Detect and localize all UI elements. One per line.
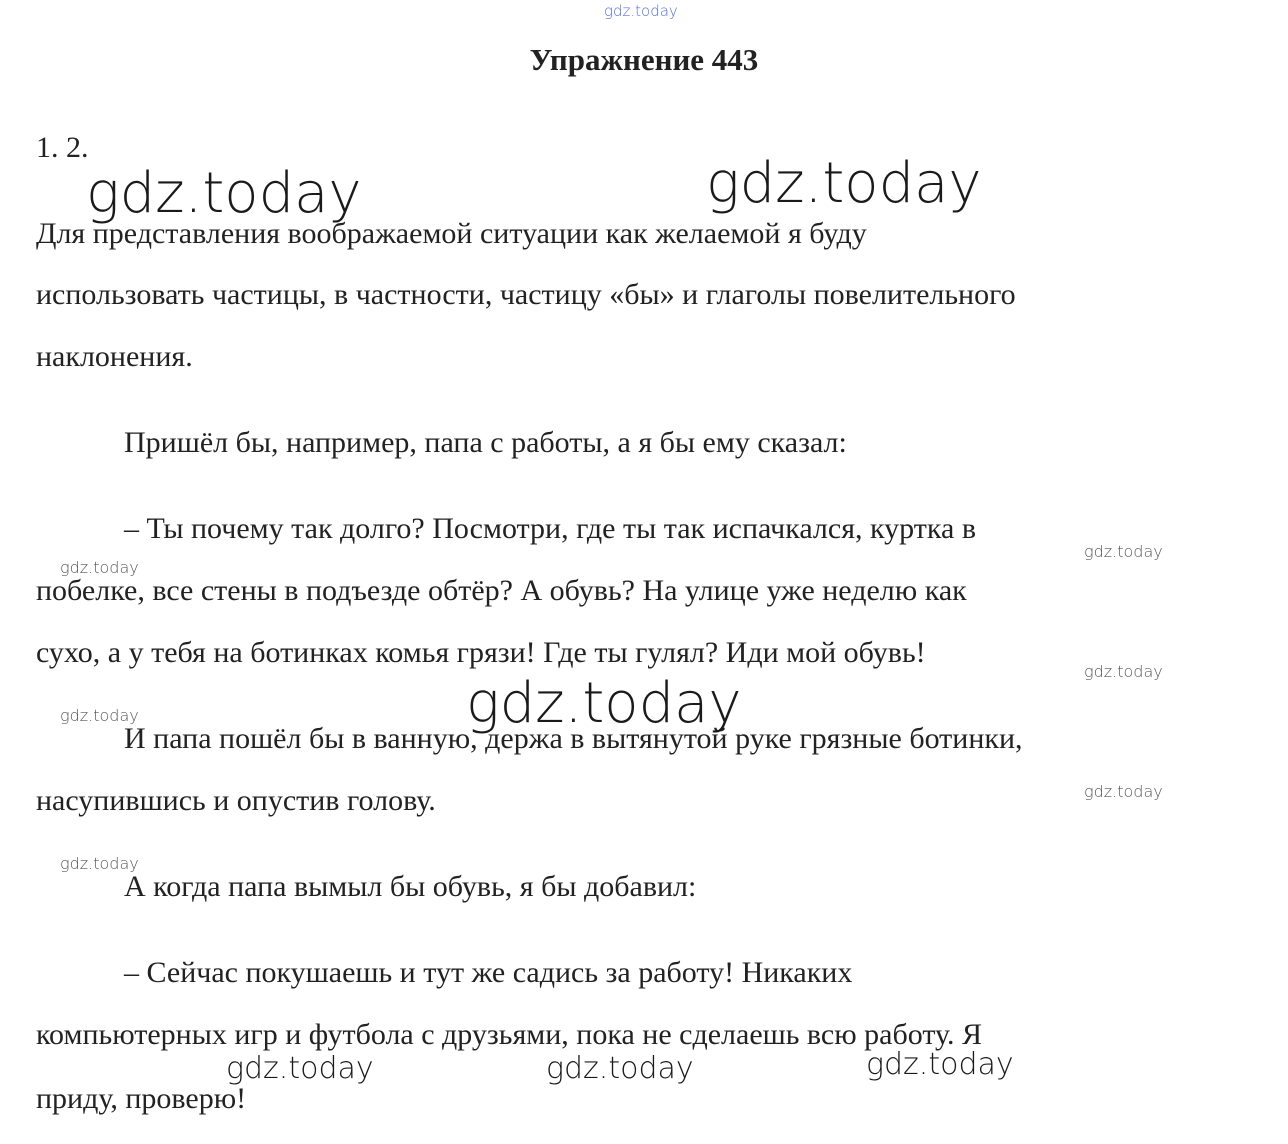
text-line: использовать частицы, в частности, частицу «бы» и глаголы повелительного [36,278,1016,311]
watermark: gdz.today [1084,662,1163,681]
watermark: gdz.today [86,161,362,226]
text-line: сухо, а у тебя на ботинках комья грязи! Где ты гулял? Иди мой обувь! [36,636,926,669]
text-line: побелке, все стены в подъезде обтёр? А обувь? На улице уже неделю как [36,574,967,607]
task-number: 1. 2. [36,131,89,164]
watermark: gdz.today [866,1047,1014,1082]
watermark: gdz.today [604,2,678,20]
exercise-title: Упражнение 443 [529,42,759,77]
watermark: gdz.today [706,151,982,216]
watermark: gdz.today [1084,782,1163,801]
text-line: – Ты почему так долго? Посмотри, где ты так испачкался, куртка в [124,512,976,545]
text-line: И папа пошёл бы в ванную, держа в вытянутой руке грязные ботинки, [124,722,1023,755]
text-line: наклонения. [36,340,193,373]
text-line: приду, проверю! [36,1082,247,1115]
watermark: gdz.today [1084,542,1163,561]
text-line: – Сейчас покушаешь и тут же садись за работу! Никаких [124,956,853,989]
text-line: насупившись и опустив голову. [36,784,436,817]
watermark: gdz.today [466,671,742,736]
watermark: gdz.today [60,706,139,725]
watermark: gdz.today [546,1051,694,1086]
watermark: gdz.today [226,1051,374,1086]
text-line: Для представления воображаемой ситуации как желаемой я буду [36,217,867,250]
text-line: А когда папа вымыл бы обувь, я бы добавил: [124,870,697,903]
watermark: gdz.today [60,558,139,577]
text-line: компьютерных игр и футбола с друзьями, пока не сделаешь всю работу. Я [36,1018,983,1051]
text-line: Пришёл бы, например, папа с работы, а я бы ему сказал: [124,426,847,459]
watermark: gdz.today [60,854,139,873]
